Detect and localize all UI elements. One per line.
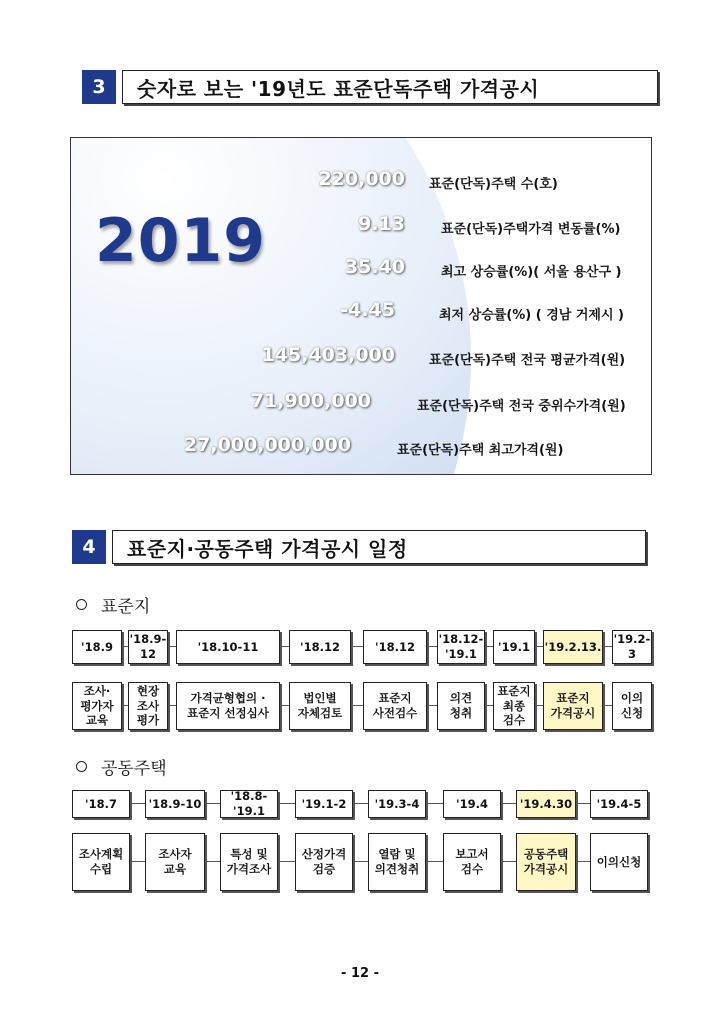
timeline-step: 조사자 교육 bbox=[145, 833, 205, 891]
timeline-step: 현장 조사 평가 bbox=[128, 682, 168, 730]
timeline-date: '18.10-11 bbox=[176, 630, 280, 664]
timeline-step: 가격균형협의 · 표준지 선정심사 bbox=[176, 682, 280, 730]
section-number: 4 bbox=[72, 530, 106, 564]
stat-row bbox=[71, 390, 651, 420]
stat-row bbox=[71, 168, 651, 198]
stat-row bbox=[71, 213, 651, 243]
stat-label: 표준(단독)주택 수(호) bbox=[429, 177, 558, 192]
stat-row bbox=[71, 434, 651, 464]
timeline-date: '19.2- 3 bbox=[612, 630, 652, 664]
stat-label: 최고 상승률(%)( 서울 용산구 ) bbox=[441, 265, 622, 280]
timeline-date: '19.1 bbox=[493, 630, 535, 664]
timeline-step-highlighted: 표준지 가격공시 bbox=[543, 682, 603, 730]
timeline-step: 표준지 사전검수 bbox=[363, 682, 427, 730]
year-heading: 2019 bbox=[95, 206, 266, 276]
timeline-step: 보고서 검수 bbox=[443, 833, 501, 891]
timeline-step: 표준지 최종 검수 bbox=[493, 682, 535, 730]
bullet-circle-icon bbox=[76, 599, 87, 610]
section-3-header bbox=[82, 70, 658, 104]
stat-value: -4.45 bbox=[340, 299, 395, 321]
apartment-heading bbox=[76, 754, 167, 779]
stat-label: 표준(단독)주택 최고가격(원) bbox=[397, 443, 564, 458]
timeline-step: 특성 및 가격조사 bbox=[220, 833, 278, 891]
timeline-date: '18.12- '19.1 bbox=[437, 630, 485, 664]
stat-value: 71,900,000 bbox=[250, 390, 371, 412]
timeline-date: '18.12 bbox=[363, 630, 427, 664]
timeline-date: '18.8-'19.1 bbox=[220, 790, 278, 818]
timeline-step: 조사· 평가자 교육 bbox=[72, 682, 122, 730]
standard-land-heading bbox=[76, 592, 150, 617]
heading-text: 표준지 bbox=[101, 597, 151, 617]
stat-label: 표준(단독)주택 전국 평균가격(원) bbox=[429, 353, 626, 368]
stat-row bbox=[71, 344, 651, 374]
timeline-date: '18.9-10 bbox=[145, 790, 205, 818]
stats-panel bbox=[70, 137, 652, 475]
stat-value: 27,000,000,000 bbox=[183, 434, 351, 456]
timeline-step: 의견 청취 bbox=[437, 682, 485, 730]
timeline-step-highlighted: 공동주택 가격공시 bbox=[516, 833, 576, 891]
section-number: 3 bbox=[82, 70, 116, 104]
stat-label: 최저 상승률(%) ( 경남 거제시 ) bbox=[439, 308, 625, 323]
timeline-date: '18.9- 12 bbox=[128, 630, 168, 664]
timeline-date: '19.1-2 bbox=[295, 790, 353, 818]
timeline-step: 산정가격 검증 bbox=[295, 833, 353, 891]
timeline-date: '18.9 bbox=[72, 630, 122, 664]
timeline-date: '19.4 bbox=[443, 790, 501, 818]
timeline-date: '19.3-4 bbox=[368, 790, 426, 818]
timeline-step: 법인별 자체검토 bbox=[289, 682, 351, 730]
section-title: 숫자로 보는 '19년도 표준단독주택 가격공시 bbox=[122, 70, 658, 104]
stat-value: 35.40 bbox=[344, 256, 405, 278]
stat-value: 9.13 bbox=[358, 213, 405, 235]
timeline-step: 이의신청 bbox=[590, 833, 648, 891]
timeline-date-highlighted: '19.4.30 bbox=[516, 790, 576, 818]
timeline-date-highlighted: '19.2.13. bbox=[543, 630, 603, 664]
stat-row bbox=[71, 299, 651, 329]
section-4-header bbox=[72, 530, 646, 564]
stat-label: 표준(단독)주택가격 변동률(%) bbox=[441, 222, 621, 237]
timeline-date: '18.12 bbox=[289, 630, 351, 664]
page-number: - 12 - bbox=[341, 966, 379, 981]
section-title: 표준지·공동주택 가격공시 일정 bbox=[112, 530, 646, 564]
stat-row bbox=[71, 256, 651, 286]
timeline-step: 조사계획 수립 bbox=[72, 833, 130, 891]
stat-value: 145,403,000 bbox=[261, 344, 395, 366]
timeline-step: 이의 신청 bbox=[612, 682, 652, 730]
bullet-circle-icon bbox=[76, 761, 87, 772]
stat-label: 표준(단독)주택 전국 중위수가격(원) bbox=[417, 399, 626, 414]
timeline-date: '18.7 bbox=[72, 790, 130, 818]
timeline-date: '19.4-5 bbox=[590, 790, 648, 818]
timeline-step: 열람 및 의견청취 bbox=[368, 833, 426, 891]
stat-value: 220,000 bbox=[318, 168, 405, 190]
heading-text: 공동주택 bbox=[101, 759, 167, 779]
